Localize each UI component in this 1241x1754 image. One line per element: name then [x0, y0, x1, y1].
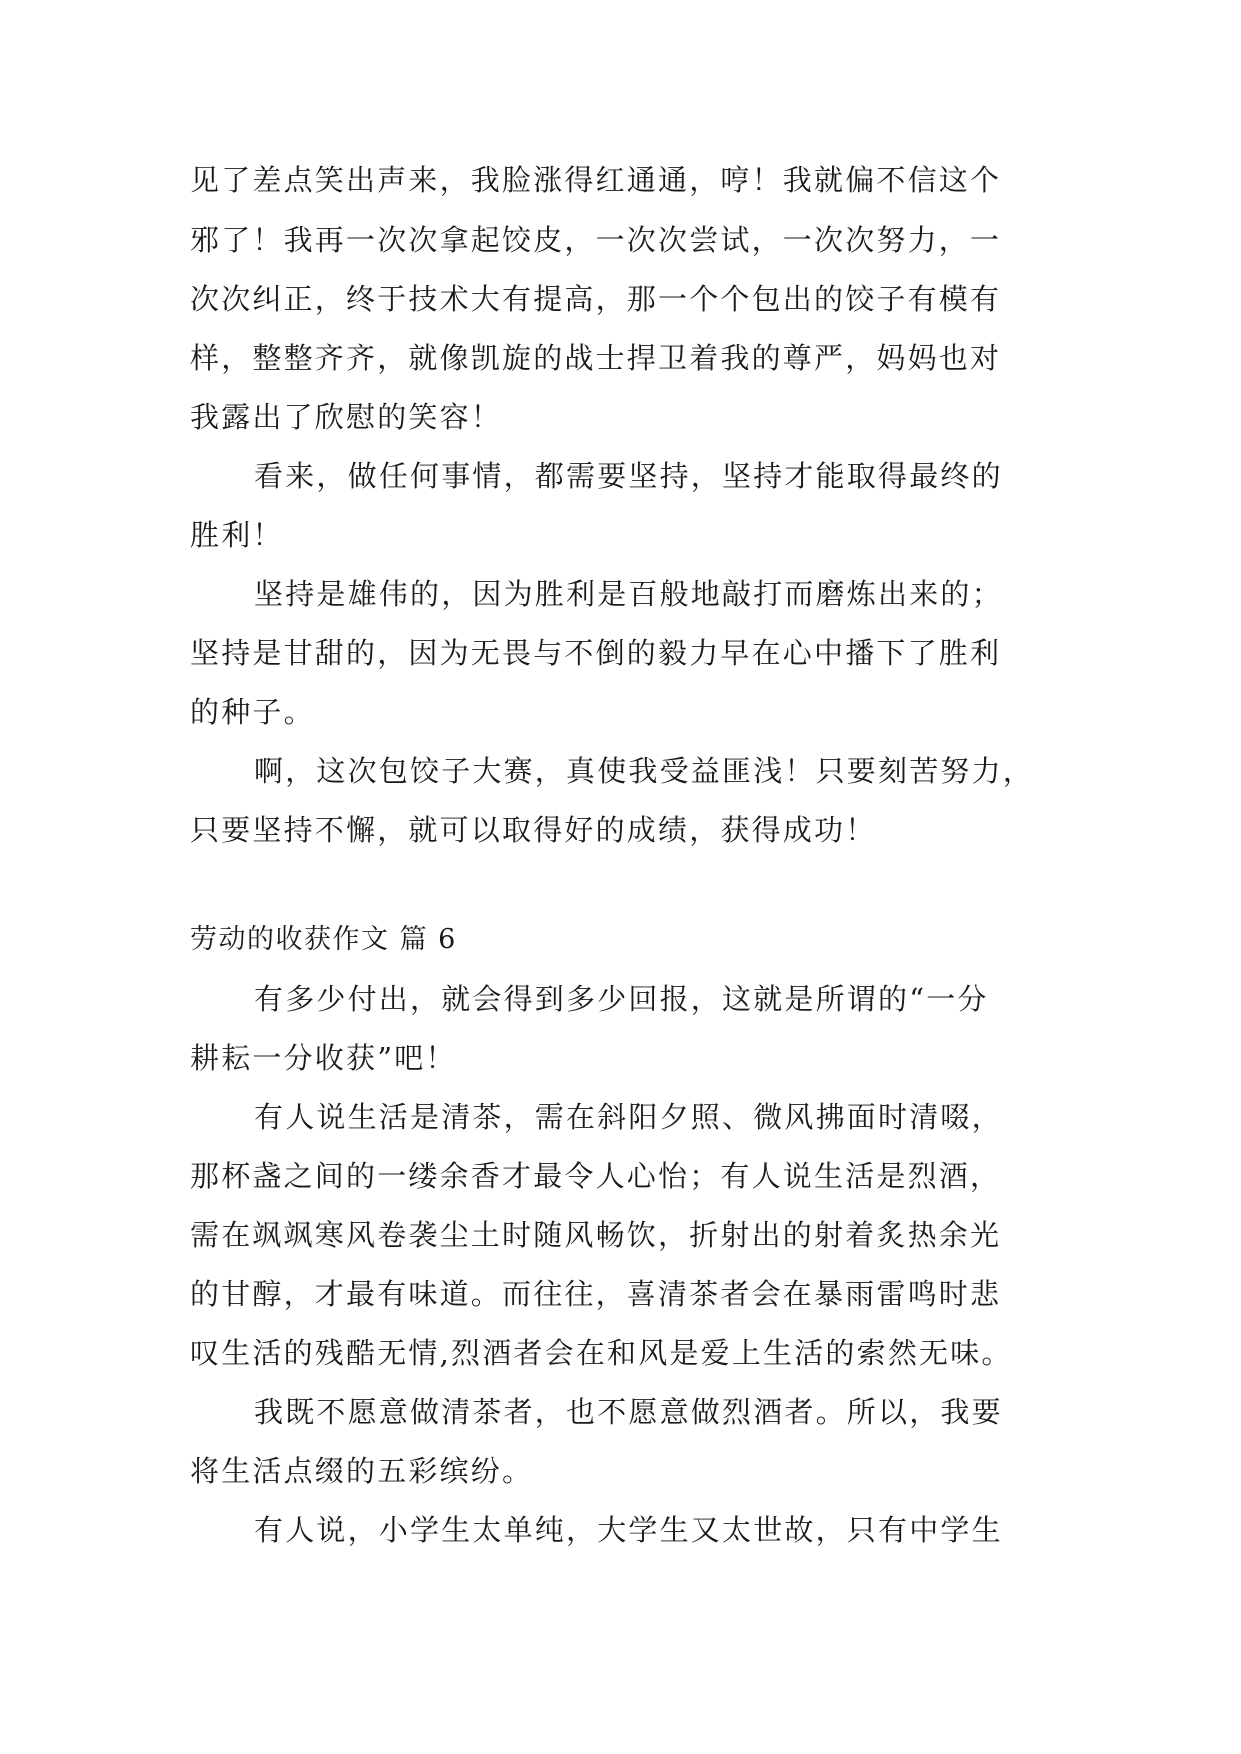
text-line: 有多少付出，就会得到多少回报，这就是所谓的“一分: [254, 982, 989, 1016]
text-line: 需在飒飒寒风卷袭尘土时随风畅饮，折射出的射着炙热余光: [190, 1218, 1002, 1252]
text-line: 那杯盏之间的一缕余香才最令人心怡；有人说生活是烈酒，: [190, 1159, 1002, 1193]
text-line: 坚持是甘甜的，因为无畏与不倒的毅力早在心中播下了胜利: [190, 636, 1002, 670]
text-line: 有人说生活是清茶，需在斜阳夕照、微风拂面时清啜，: [254, 1100, 1003, 1134]
text-line: 胜利！: [190, 518, 284, 552]
text-line: 我既不愿意做清茶者，也不愿意做烈酒者。所以，我要: [254, 1395, 1003, 1429]
text-line: 只要坚持不懈，就可以取得好的成绩，获得成功！: [190, 813, 877, 847]
text-line: 啊，这次包饺子大赛，真使我受益匪浅！只要刻苦努力，: [254, 754, 1035, 788]
section-title: 劳动的收获作文 篇 6: [190, 924, 457, 955]
text-line: 样，整整齐齐，就像凯旋的战士捍卫着我的尊严，妈妈也对: [190, 341, 1002, 375]
text-line: 的种子。: [190, 695, 315, 729]
text-line: 我露出了欣慰的笑容！: [190, 400, 503, 434]
text-line: 耕耘一分收获”吧！: [190, 1041, 457, 1075]
text-line: 坚持是雄伟的，因为胜利是百般地敲打而磨炼出来的；: [254, 577, 1003, 611]
text-line: 邪了！我再一次次拿起饺皮，一次次尝试，一次次努力，一: [190, 223, 1002, 257]
text-line: 看来，做任何事情，都需要坚持，坚持才能取得最终的: [254, 459, 1003, 493]
text-line: 有人说，小学生太单纯，大学生又太世故，只有中学生: [254, 1513, 1003, 1547]
text-line: 的甘醇，才最有味道。而往往，喜清茶者会在暴雨雷鸣时悲: [190, 1277, 1002, 1311]
text-line: 叹生活的残酷无情,烈酒者会在和风是爱上生活的索然无味。: [190, 1336, 1013, 1370]
text-line: 次次纠正，终于技术大有提高，那一个个包出的饺子有模有: [190, 282, 1002, 316]
text-line: 将生活点缀的五彩缤纷。: [190, 1454, 534, 1488]
text-line: 见了差点笑出声来，我脸涨得红通通，哼！我就偏不信这个: [190, 163, 1002, 197]
